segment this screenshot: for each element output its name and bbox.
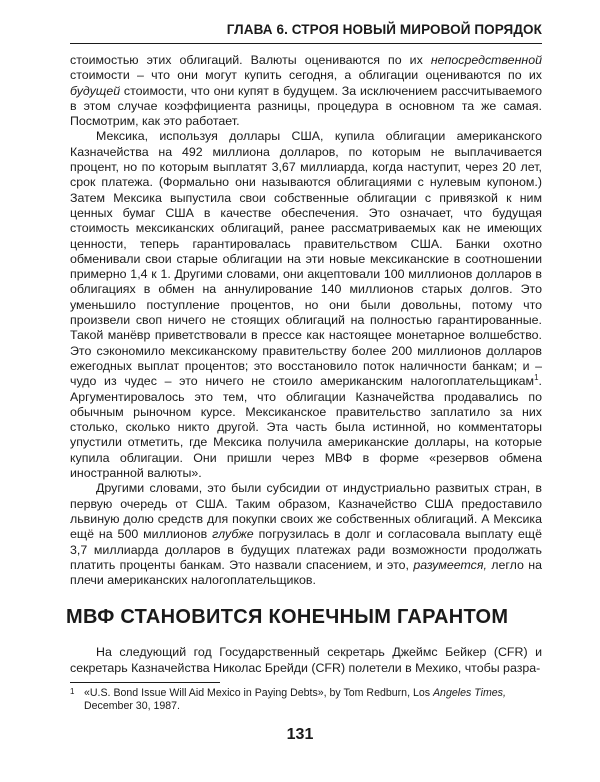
footnote-marker: 1 xyxy=(70,686,75,696)
page-number: 131 xyxy=(286,726,314,743)
paragraph-2: Мексика, используя доллары США, купила облигации американского Казначейства на 492 миллиона долларов, по которым не выплачивается процент, но по которым выплатят 3,67 миллиарда, когда наступит, через 20 лет, срок платежа. (Формально они называются облигациями с нулевым купоном.) Затем Мексика выпустила свои собственные облигации с привязкой к ним ценных бумаг США в качестве обеспечения. Это означает, что будущая стоимость мексиканских облигаций, ранее рассматриваемых как не имеющих ценности, теперь гарантировалась правительством США. Банки охотно обменивали свои старые облигации на эти новые мексиканские в соотношении примерно 1,4 к 1. Другими словами, они акцептовали 100 миллионов долларов в облигациях в обмен на аннулирование 140 миллионов старых долгов. Это уменьшило поступление процентов, но они были довольны, потому что произвели своп ничего не стоящих облигаций на полностью гарантированные. Такой манёвр приветствовали в прессе как настоящее монетарное волшебство. Это сэкономило мексиканскому правительству более 200 миллионов долларов ежегодных выплат процентов; это восстановило поток наличности банкам; и – чудо из чудес – это ничего не стоило американским налогоплательщикам$^1$. Аргументировалось это тем, что облигации Казначейства продавались по обычным рыночном курсе. Мексиканское правительство заплатило за них столько, сколько никто другой. Эта часть была истинной, но комментаторы упустили отметить, где Мексика получила американские доллары, на которые купила облигации. Они пришли через МВФ в форме «резервов обмена иностранной валюты». xyxy=(70,129,542,481)
footnote-rule xyxy=(70,682,220,683)
paragraph-3: Другими словами, это были субсидии от индустриально развитых стран, в первую очередь от США. Таким образом, Казначейство США предоставило львиную долю средств для покупки своих же собственных облигаций. А Мексика ещё на 500 миллионов глубже погрузилась в долг и согласовала выплату ещё 3,7 миллиарда долларов в будущих платежах ради возможности продолжать платить проценты банкам. Это назвали спасением, и это, разумеется, легло на плечи американских налогоплательщиков. xyxy=(70,481,543,588)
section-paragraph-1: На следующий год Государственный секретарь Джеймс Бейкер (CFR) и секретарь Казначейства Николас Брейди (CFR) полетели в Мехико, чтобы разра- xyxy=(70,645,542,675)
footnote: 1 «U.S. Bond Issue Will Aid Mexico in Paying Debts», by Tom Redburn, Los Angeles Times, December 30, 1987. xyxy=(70,686,506,712)
section-heading: МВФ СТАНОВИТСЯ КОНЕЧНЫМ ГАРАНТОМ xyxy=(66,606,509,629)
footnote-reference: 1 xyxy=(534,373,539,383)
chapter-title: ГЛАВА 6. СТРОЯ НОВЫЙ МИРОВОЙ ПОРЯДОК xyxy=(226,22,542,37)
running-header xyxy=(70,22,542,37)
header-rule xyxy=(70,43,542,44)
paragraph-1: стоимостью этих облигаций. Валюты оцениваются по их непосредственной стоимости – что они могут купить сегодня, а облигации оцениваются по их будущей стоимости, что они купят в будущем. За исключением рассчитываемого в этом случае коэффициента разницы, процедура в основном та же самая. Посмотрим, как это работает. xyxy=(70,53,542,129)
